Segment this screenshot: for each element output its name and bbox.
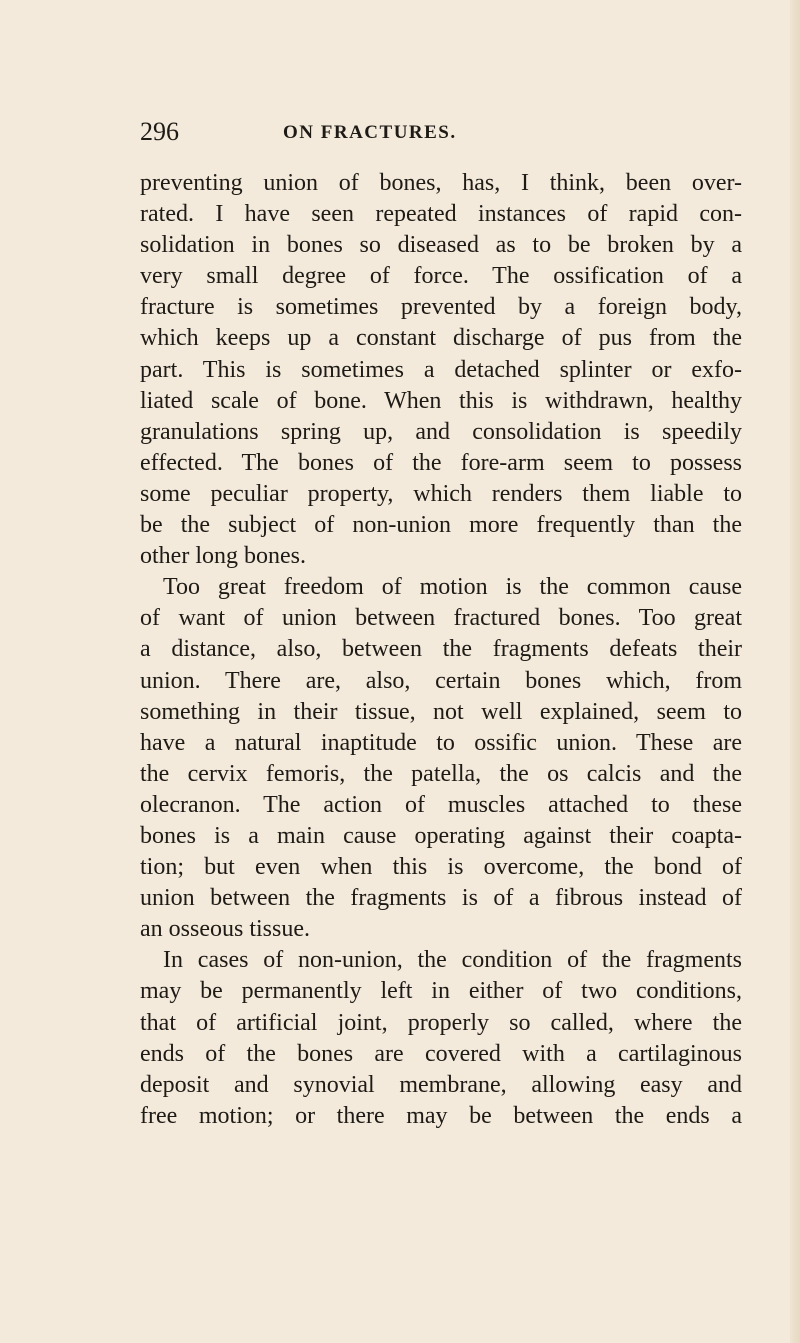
text-line: free motion; or there may be between the ends a xyxy=(140,1102,742,1129)
page-edge xyxy=(790,0,800,1343)
text-line: Too great freedom of motion is the common cause xyxy=(163,574,742,601)
text-line: liated scale of bone. When this is withdrawn, healthy xyxy=(140,387,742,414)
text-line: fracture is sometimes prevented by a foreign body, xyxy=(140,294,742,321)
text-line: some peculiar property, which renders them liable to xyxy=(140,480,742,507)
text-line: a distance, also, between the fragments defeats their xyxy=(140,636,742,663)
text-line: rated. I have seen repeated instances of rapid con- xyxy=(140,201,742,228)
text-line: other long bones. xyxy=(140,543,306,570)
text-line: part. This is sometimes a detached splinter or exfo- xyxy=(140,356,742,383)
text-line: tion; but even when this is overcome, the bond of xyxy=(140,854,742,881)
page-number: 296 xyxy=(140,117,179,146)
text-line: preventing union of bones, has, I think, been over- xyxy=(140,170,742,196)
text-line: union. There are, also, certain bones which, from xyxy=(140,667,742,694)
text-line: solidation in bones so diseased as to be broken by a xyxy=(140,232,742,259)
text-line: of want of union between fractured bones. Too great xyxy=(140,605,742,632)
text-line: something in their tissue, not well explained, seem to xyxy=(140,698,742,725)
text-line: have a natural inaptitude to ossific union. These are xyxy=(140,729,742,756)
text-line: effected. The bones of the fore-arm seem to possess xyxy=(140,449,742,476)
page-header xyxy=(140,115,740,149)
text-line: olecranon. The action of muscles attached to these xyxy=(140,791,742,818)
text-line: that of artificial joint, properly so called, where the xyxy=(140,1009,742,1036)
text-line: which keeps up a constant discharge of pus from the xyxy=(140,325,742,352)
text-line: union between the fragments is of a fibrous instead of xyxy=(140,885,742,912)
text-line: very small degree of force. The ossification of a xyxy=(140,263,742,290)
text-line: ends of the bones are covered with a cartilaginous xyxy=(140,1040,742,1067)
text-line: may be permanently left in either of two conditions, xyxy=(140,978,742,1005)
text-line: an osseous tissue. xyxy=(140,916,310,943)
body-text xyxy=(140,168,742,1132)
text-line: be the subject of non-union more frequently than the xyxy=(140,512,742,539)
text-line: bones is a main cause operating against their coapta- xyxy=(140,822,742,849)
text-line: the cervix femoris, the patella, the os calcis and the xyxy=(140,760,742,787)
text-line: In cases of non-union, the condition of the fragments xyxy=(163,947,742,974)
running-head: ON FRACTURES. xyxy=(283,122,457,143)
text-line: granulations spring up, and consolidation is speedily xyxy=(140,418,742,445)
text-line: deposit and synovial membrane, allowing easy and xyxy=(140,1071,742,1098)
